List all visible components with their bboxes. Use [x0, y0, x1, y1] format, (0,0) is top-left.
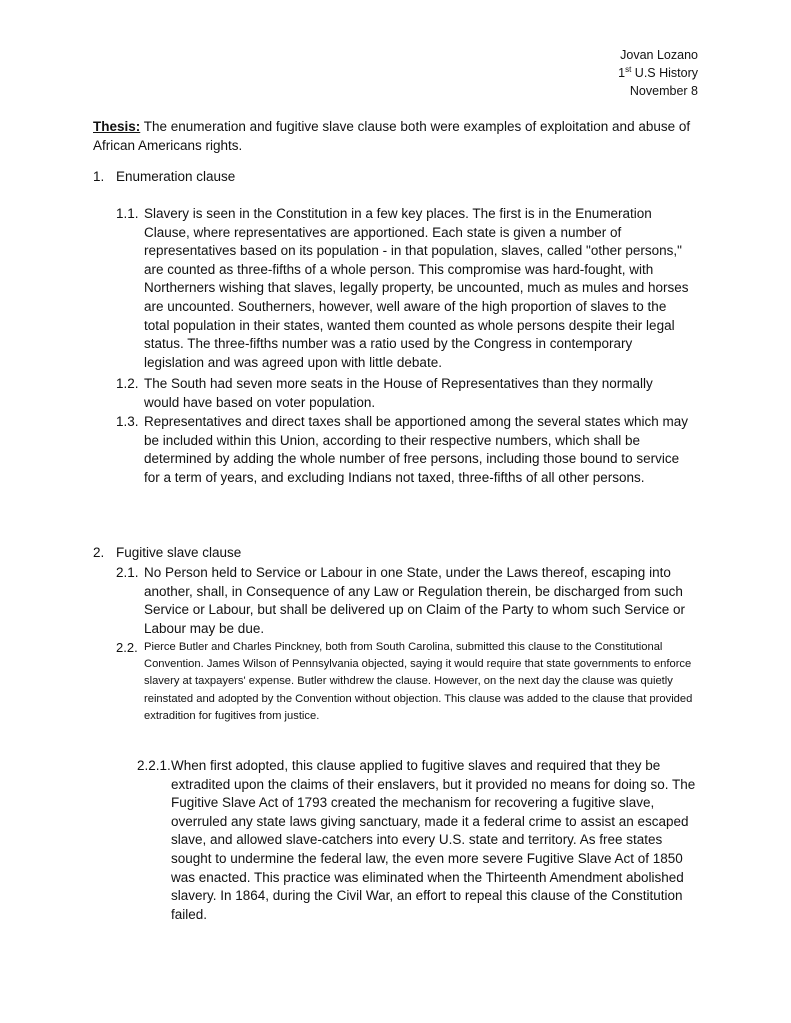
- item-text: Pierce Butler and Charles Pinckney, both from South Carolina, submitted this clause to the Constitutional Convention. James Wilson of Pennsylvania objected, saying it would require that state governments to enforce slavery at taxpayers' expense. Butler withdrew the clause. However, on the next day the clause was quietly reinstated and adopted by the Convention without objection. This clause was added to the clause that provided extradition for fugitives from justice.: [144, 641, 693, 722]
- section-2-title: Fugitive slave clause: [116, 545, 242, 560]
- item-number: 2.2.: [116, 640, 138, 655]
- item-text: No Person held to Service or Labour in one State, under the Laws thereof, escaping into another, shall, in Consequence of any Law or Regulation therein, be discharged from such Service or Labour, but shall be delivered up on Claim of the Party to whom such Service or Labour may be due.: [144, 565, 686, 636]
- item-number: 1.2.: [116, 376, 139, 391]
- class-superscript: st: [625, 64, 632, 74]
- item-number: 2.2.1.: [137, 758, 171, 773]
- document-header: [618, 46, 698, 100]
- class-title: U.S History: [631, 66, 698, 80]
- document-date: November 8: [629, 84, 698, 98]
- list-item: [116, 564, 700, 638]
- item-number: 1.1.: [116, 206, 139, 221]
- item-number: 1.3.: [116, 414, 139, 429]
- list-item: [116, 413, 690, 487]
- author-name: Jovan Lozano: [620, 48, 698, 62]
- list-item: [137, 757, 700, 924]
- item-text: Slavery is seen in the Constitution in a few key places. The first is in the Enumeration Clause, where representatives are apportioned. Each state is given a number of representatives based on its population - in that population, slaves, called "other persons," are counted as three-fifths of a whole person. This compromise was hard-fought, with Northerners wishing that slaves, legally property, be uncounted, much as mules and horses are uncounted. Southerners, however, well aware of the high proportion of slaves to the total population in their states, wanted them counted as whole persons despite their legal status. The three-fifths number was a ratio used by the Congress in contemporary legislation and was agreed upon with little debate.: [144, 206, 689, 370]
- item-text: The South had seven more seats in the House of Representatives than they normally would have based on voter population.: [144, 376, 653, 410]
- section-1-number: 1.: [93, 169, 105, 184]
- list-item: [116, 639, 700, 725]
- list-item: [116, 205, 690, 372]
- class-number: 1: [618, 66, 626, 80]
- thesis-text: The enumeration and fugitive slave clause both were examples of exploitation and abuse of African Americans rights.: [93, 119, 691, 153]
- section-2-heading: [93, 544, 693, 563]
- section-2-number: 2.: [93, 545, 105, 560]
- item-number: 2.1.: [116, 565, 139, 580]
- section-1-heading: [93, 168, 693, 187]
- thesis-label: Thesis:: [93, 119, 141, 134]
- class-name: [618, 64, 698, 82]
- item-text: When first adopted, this clause applied to fugitive slaves and required that they be extradited upon the claims of their enslavers, but it provided no means for doing so. The Fugitive Slave Act of 1793 created the mechanism for recovering a fugitive slave, overruled any state laws giving sanctuary, made it a federal crime to assist an escaped slave, and allowed slave-catchers into every U.S. state and territory. As free states sought to undermine the federal law, the even more severe Fugitive Slave Act of 1850 was enacted. This practice was eliminated when the Thirteenth Amendment abolished slavery. In 1864, during the Civil War, an effort to repeal this clause of the Constitution failed.: [171, 758, 696, 922]
- item-text: Representatives and direct taxes shall be apportioned among the several states which may be included within this Union, according to their respective numbers, which shall be determined by adding the whole number of free persons, including those bound to service for a term of years, and excluding Indians not taxed, three-fifths of all other persons.: [144, 414, 689, 485]
- thesis-statement: [93, 118, 693, 155]
- list-item: [116, 375, 690, 412]
- section-1-title: Enumeration clause: [116, 169, 236, 184]
